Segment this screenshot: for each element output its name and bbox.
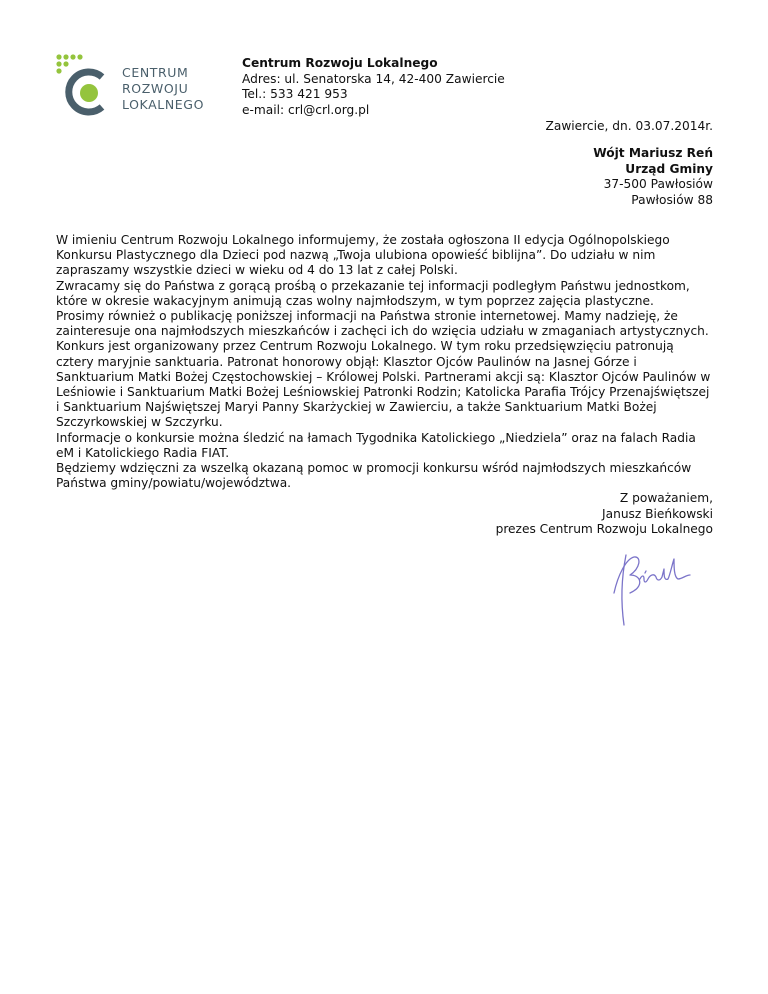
sender-block: [242, 56, 505, 118]
sender-address: Adres: ul. Senatorska 14, 42-400 Zawiercie: [242, 71, 505, 86]
letter-date: Zawiercie, dn. 03.07.2014r.: [545, 119, 713, 133]
recipient-name: Wójt Mariusz Reń: [593, 146, 713, 160]
handwritten-signature: [600, 545, 710, 630]
logo-text-line1: CENTRUM: [122, 65, 189, 80]
recipient-street: Pawłosiów 88: [631, 192, 713, 207]
sender-email: e-mail: crl@crl.org.pl: [242, 102, 370, 117]
body-paragraph: Zwracamy się do Państwa z gorącą prośbą o przekazanie tej informacji podległym Państwu jednostkom, które w okresie wakacyjnym animują czas wolny najmłodszym, w tym poprzez zajęcia plastyczne.: [56, 278, 690, 308]
logo-green-circle-icon: [80, 84, 98, 102]
body-paragraph: Będziemy wdzięczni za wszelką okazaną pomoc w promocji konkursu wśród najmłodszych mieszkańców Państwa gminy/powiatu/województwa.: [56, 461, 692, 491]
closing-name: Janusz Bieńkowski: [602, 506, 713, 521]
body-paragraph: W imieniu Centrum Rozwoju Lokalnego informujemy, że została ogłoszona II edycja Ogólnopolskiego Konkursu Plastycznego dla Dzieci pod nazwą „Twoja ulubiona opowieść biblijna”. Do udziału w nim zapraszamy wszystkie dzieci w wieku od 4 do 13 lat z całej Polski.: [56, 233, 670, 278]
logo-text-line3: LOKALNEGO: [122, 97, 205, 112]
closing-greeting: Z poważaniem,: [619, 491, 713, 505]
logo-text-line2: ROZWOJU: [122, 81, 189, 96]
sender-name: Centrum Rozwoju Lokalnego: [242, 56, 438, 70]
body-paragraph: Informacje o konkursie można śledzić na łamach Tygodnika Katolickiego „Niedziela” oraz na falach Radia eM i Katolickiego Radia FIAT.: [56, 430, 696, 460]
closing-title: prezes Centrum Rozwoju Lokalnego: [495, 522, 713, 536]
recipient-office: Urząd Gminy: [625, 161, 713, 176]
crl-logo: [54, 52, 224, 116]
recipient-block: [593, 146, 713, 208]
body-paragraph: Konkurs jest organizowany przez Centrum Rozwoju Lokalnego. W tym roku przedsięwzięciu patronują cztery maryjnie sanktuaria. Patronat honorowy objął: Klasztor Ojców Paulinów na Jasnej Górze i Sanktuarium Matki Bożej Częstochowskiej – Królowej Polski. Partnerami akcji są: Klasztor Ojców Paulinów w Leśniowie i Sanktuarium Matki Bożej Leśniowskiej Patronki Rodzin; Katolicka Parafia Trójcy Przenajświętszej i Sanktuarium Najświętszej Maryi Panny Skarżyckiej w Zawierciu, a także Sanktuarium Matki Bożej Szczyrkowskiej w Szczyrku.: [56, 339, 711, 430]
closing-block: [496, 491, 713, 538]
recipient-postal: 37-500 Pawłosiów: [603, 177, 713, 191]
letter-body: [56, 233, 714, 491]
body-paragraph: Prosimy również o publikację poniższej informacji na Państwa stronie internetowej. Mamy nadzieję, że zainteresuje ona najmłodszych mieszkańców i zachęci ich do wzięcia udziału w zmaganiach artystycznych.: [56, 309, 709, 339]
sender-phone: Tel.: 533 421 953: [242, 87, 348, 101]
